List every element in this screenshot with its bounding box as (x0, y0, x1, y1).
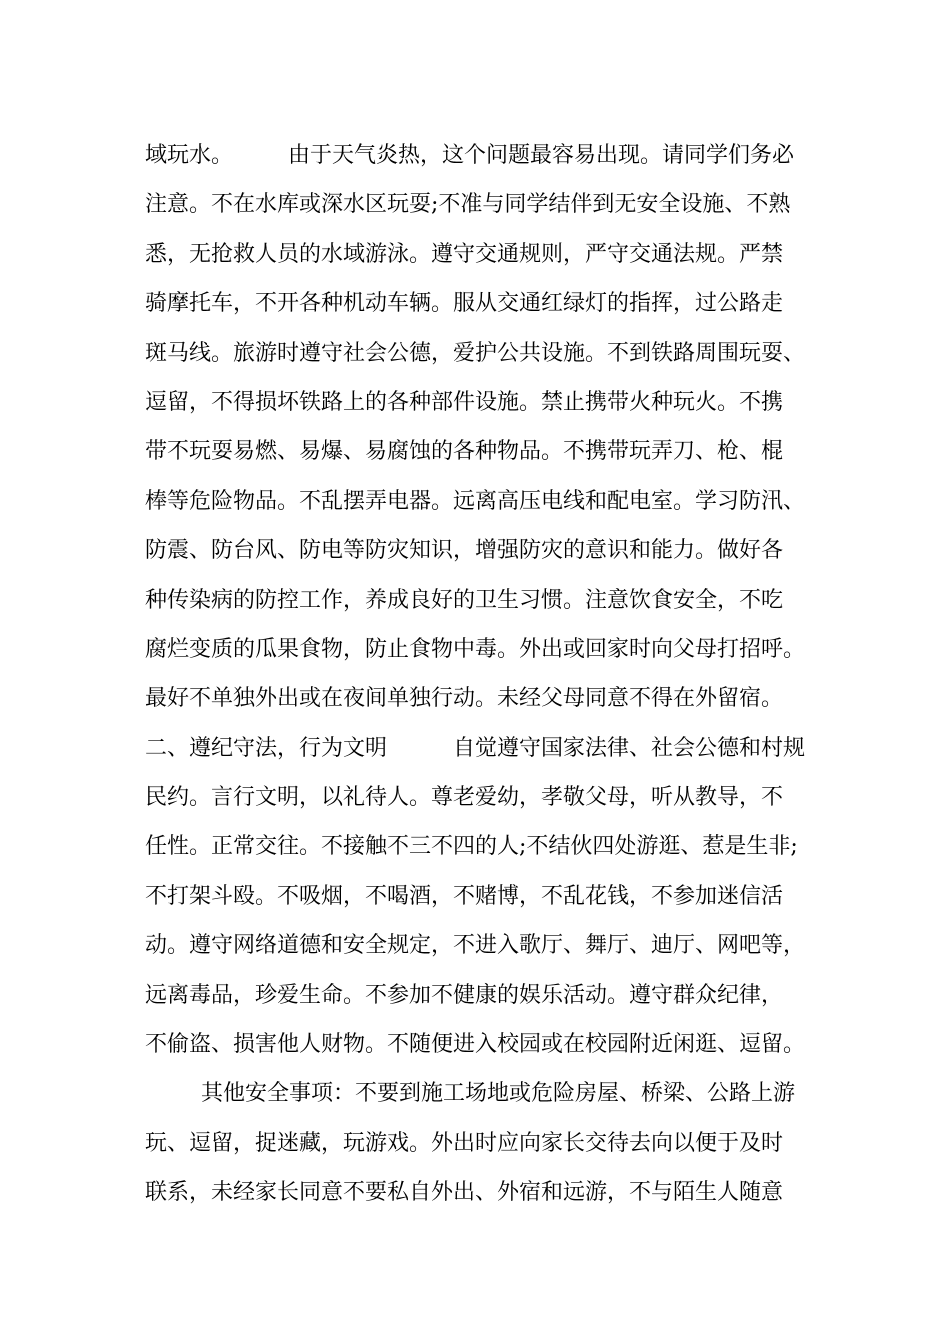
text-line: 带不玩耍易燃、易爆、易腐蚀的各种物品。不携带玩弄刀、枪、棍 (145, 439, 784, 465)
text-line: 远离毒品，珍爱生命。不参加不健康的娱乐活动。遵守群众纪律， (145, 982, 784, 1008)
body-text (145, 131, 825, 1218)
text-line: 注意。不在水库或深水区玩耍;不准与同学结伴到无安全设施、不熟 (145, 192, 791, 218)
text-line: 域玩水。 由于天气炎热，这个问题最容易出现。请同学们务必 (145, 143, 795, 168)
section-heading-line: 二、遵纪守法，行为文明 自觉遵守国家法律、社会公德和村规 (145, 735, 806, 761)
text-line: 不打架斗殴。不吸烟，不喝酒，不赌博，不乱花钱，不参加迷信活 (145, 883, 784, 909)
text-line: 种传染病的防控工作，养成良好的卫生习惯。注意饮食安全，不吃 (145, 587, 784, 613)
text-line: 民约。言行文明，以礼待人。尊老爱幼，孝敬父母，听从教导，不 (145, 785, 784, 811)
text-line: 逗留，不得损坏铁路上的各种部件设施。禁止携带火种玩火。不携 (145, 389, 784, 415)
text-line: 不偷盗、损害他人财物。不随便进入校园或在校园附近闲逛、逗留。 (145, 1032, 806, 1058)
text-line: 任性。正常交往。不接触不三不四的人;不结伙四处游逛、惹是生非; (145, 834, 798, 860)
text-line: 联系，未经家长同意不要私自外出、外宿和远游，不与陌生人随意 (145, 1180, 784, 1206)
text-line: 棒等危险物品。不乱摆弄电器。远离高压电线和配电室。学习防汛、 (145, 488, 806, 514)
text-line: 悉，无抢救人员的水域游泳。遵守交通规则，严守交通法规。严禁 (145, 241, 784, 267)
text-line: 玩、逗留，捉迷藏，玩游戏。外出时应向家长交待去向以便于及时 (145, 1130, 784, 1156)
text-line: 骑摩托车，不开各种机动车辆。服从交通红绿灯的指挥，过公路走 (145, 291, 784, 317)
text-line: 动。遵守网络道德和安全规定，不进入歌厅、舞厅、迪厅、网吧等， (145, 933, 806, 959)
text-line: 斑马线。旅游时遵守社会公德，爱护公共设施。不到铁路周围玩耍、 (145, 340, 806, 366)
text-line: 防震、防台风、防电等防灾知识，增强防灾的意识和能力。做好各 (145, 538, 784, 564)
text-line: 最好不单独外出或在夜间单独行动。未经父母同意不得在外留宿。 (145, 686, 784, 712)
text-line: 腐烂变质的瓜果食物，防止食物中毒。外出或回家时向父母打招呼。 (145, 636, 806, 662)
paragraph-start-line: 其他安全事项：不要到施工场地或危险房屋、桥梁、公路上游 (201, 1081, 796, 1107)
